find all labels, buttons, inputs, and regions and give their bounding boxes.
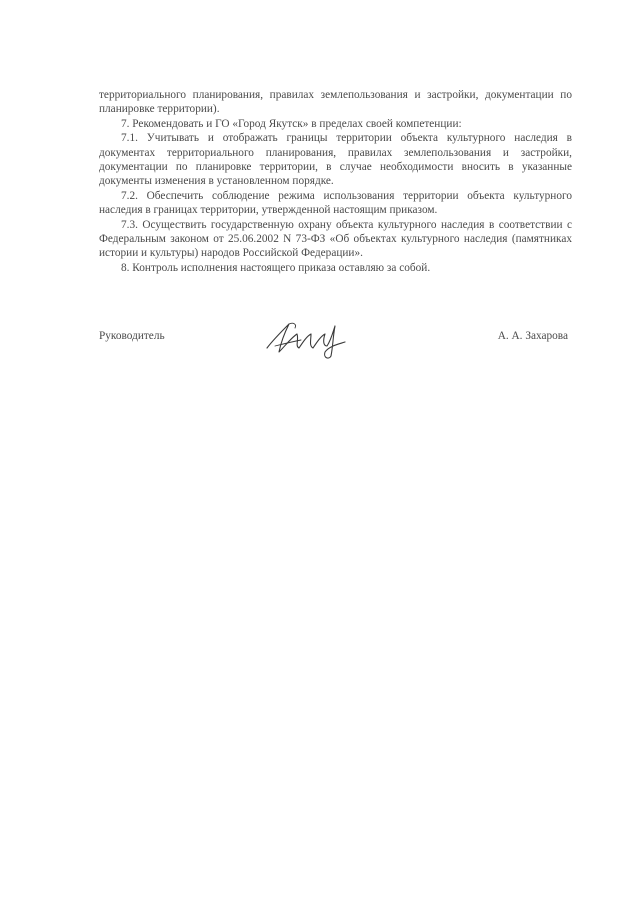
paragraph-continuation: территориального планирования, правилах землепользования и застройки, документации по планировке территории).	[99, 89, 572, 116]
paragraph-item-7-3: 7.3. Осуществить государственную охрану объекта культурного наследия в соответствии с Федеральным законом от 25.06.2002 N 73-ФЗ «Об объектах культурного наследия (памятниках истории и культуры) народов Российской Федерации».	[99, 218, 572, 260]
handwritten-signature	[259, 318, 351, 362]
signatory-position: Руководитель	[99, 330, 165, 342]
signature-block	[99, 318, 572, 368]
paragraph-item-8: 8. Контроль исполнения настоящего приказа оставляю за собой.	[121, 261, 431, 274]
paragraph-item-7: 7. Рекомендовать и ГО «Город Якутск» в пределах своей компетенции:	[121, 117, 462, 130]
paragraph-item-7-1: 7.1. Учитывать и отображать границы территории объекта культурного наследия в документах территориального планирования, правилах землепользования и застройки, документации по планировке территории, в случае необходимости вносить в указанные документы изменения в установленном порядке.	[99, 132, 572, 188]
signatory-name: А. А. Захарова	[497, 330, 568, 342]
document-body	[99, 88, 572, 275]
paragraph-item-7-2: 7.2. Обеспечить соблюдение режима использования территории объекта культурного наследия в границах территории, утвержденной настоящим приказом.	[99, 189, 572, 217]
